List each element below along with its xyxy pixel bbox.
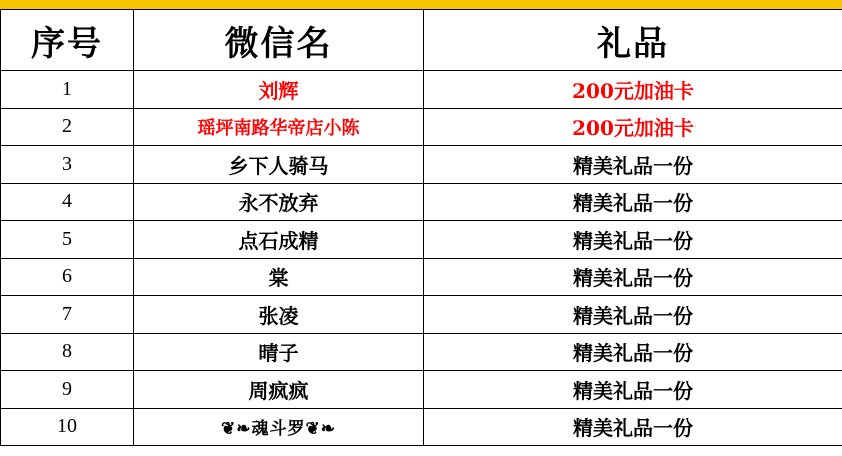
cell-gift: 精美礼品一份 [424,371,842,409]
cell-gift: 精美礼品一份 [424,146,842,184]
cell-index: 10 [1,408,134,446]
cell-index: 9 [1,371,134,409]
cell-wechat-name: 点石成精 [134,221,424,259]
table-body [1,71,842,446]
top-accent-bar [0,0,842,9]
cell-wechat-name: 永不放弃 [134,183,424,221]
table-row [1,108,842,146]
cell-wechat-name: 晴子 [134,333,424,371]
cell-index: 1 [1,71,134,109]
cell-gift: 精美礼品一份 [424,183,842,221]
table-row [1,371,842,409]
cell-wechat-name: 张凌 [134,296,424,334]
header-row [1,10,842,71]
cell-wechat-name: 棠 [134,258,424,296]
column-header-index: 序号 [1,10,134,71]
cell-index: 3 [1,146,134,184]
column-header-wechat-name: 微信名 [134,10,424,71]
cell-index: 7 [1,296,134,334]
table-row [1,333,842,371]
cell-index: 2 [1,108,134,146]
cell-wechat-name: 乡下人骑马 [134,146,424,184]
table-row [1,296,842,334]
table-row [1,408,842,446]
cell-gift: 200元加油卡 [424,71,842,109]
cell-wechat-name: 周疯疯 [134,371,424,409]
table-row [1,221,842,259]
table-row [1,183,842,221]
cell-gift: 精美礼品一份 [424,333,842,371]
gift-table [0,9,842,446]
cell-gift: 精美礼品一份 [424,258,842,296]
table-row [1,71,842,109]
cell-gift: 精美礼品一份 [424,408,842,446]
cell-index: 5 [1,221,134,259]
column-header-gift: 礼品 [424,10,842,71]
cell-wechat-name: 刘辉 [134,71,424,109]
table-row [1,258,842,296]
cell-index: 8 [1,333,134,371]
table-header [1,10,842,71]
cell-index: 6 [1,258,134,296]
table-row [1,146,842,184]
cell-gift: 精美礼品一份 [424,221,842,259]
cell-wechat-name: ❦❧魂斗罗❦❧ [134,408,424,446]
cell-wechat-name: 瑶坪南路华帝店小陈 [134,108,424,146]
cell-gift: 精美礼品一份 [424,296,842,334]
cell-index: 4 [1,183,134,221]
cell-gift: 200元加油卡 [424,108,842,146]
